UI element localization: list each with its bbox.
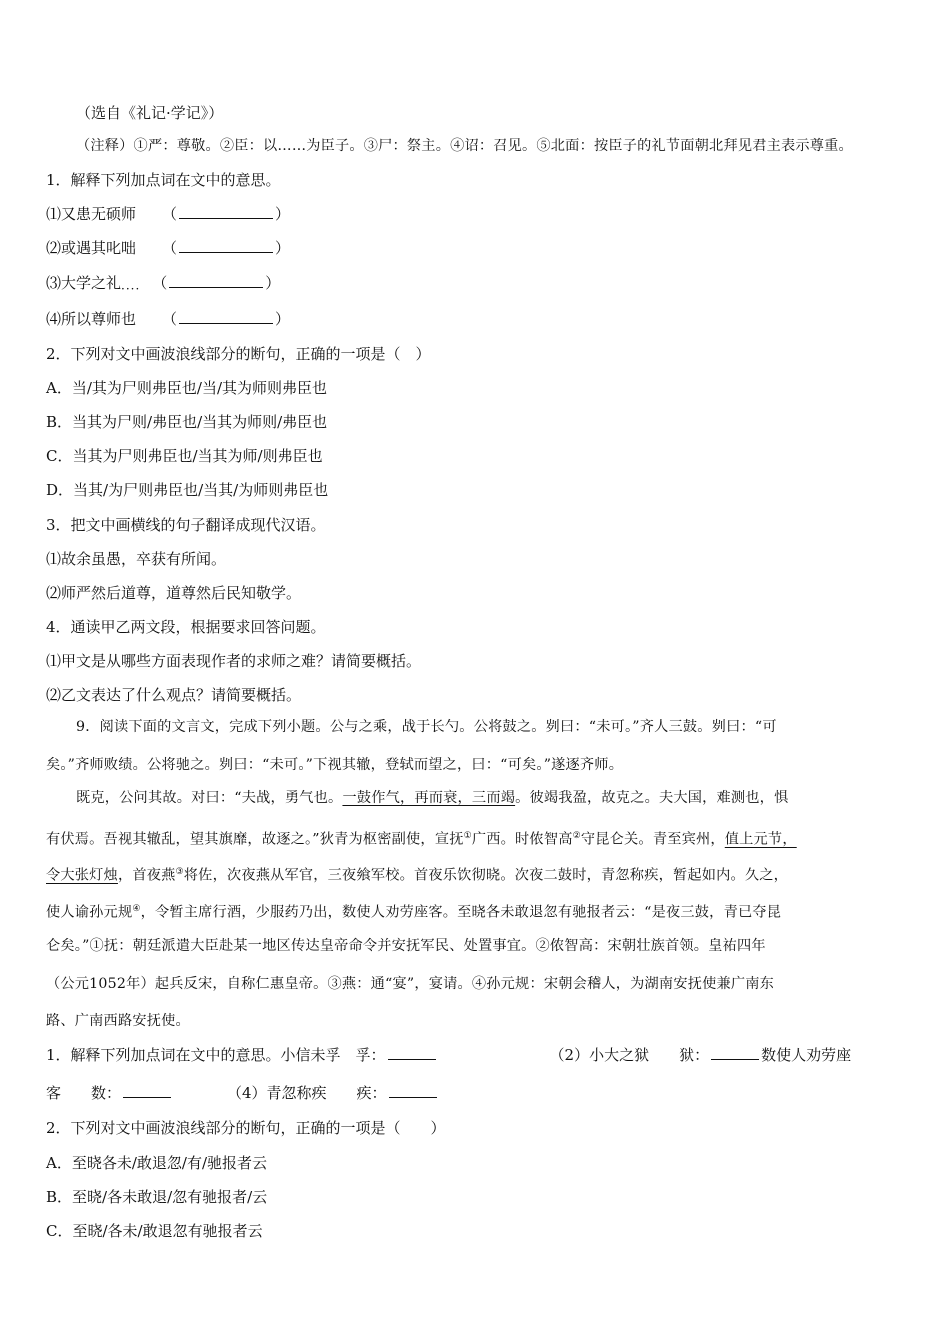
q9-2-stem: 2．下列对文中画波浪线部分的断句，正确的一项是（ ） (46, 1119, 446, 1137)
q4-item-1: ⑴甲文是从哪些方面表现作者的求师之难？请简要概括。 (46, 652, 422, 670)
q9-2-option-a[interactable]: A．至晓各未/敢退忽/有/驰报者云 (46, 1154, 267, 1172)
q2-option-d[interactable]: D．当其/为尸则弗臣也/当其/为师则弗臣也 (46, 481, 329, 499)
answer-blank[interactable] (179, 309, 273, 324)
passage9-line5: 令大张灯烛，首夜燕③将佐，次夜燕从军官，三夜飨军校。首夜乐饮彻晓。次夜二鼓时，青忽称疾，暂起如内。久之， (46, 867, 789, 884)
underlined-sentence: 令大张灯烛 (46, 867, 118, 884)
answer-blank[interactable] (388, 1045, 436, 1060)
answer-blank[interactable] (123, 1083, 171, 1098)
q9-2-option-b[interactable]: B．至晓/各未敢退/忽有驰报者/云 (46, 1188, 268, 1206)
emphasis-dots: ···· (121, 282, 141, 296)
q9-1-line1: 1．解释下列加点词在文中的意思。小信未孚 孚： （2）小大之狱 狱： 数使人劝劳座 (46, 1046, 852, 1064)
q3-item-1: ⑴故余虽愚，卒获有所闻。 (46, 550, 227, 568)
q1-item-2: ⑵或遇其叱咄 （ ） (46, 239, 291, 257)
passage9-line6: 使人谕孙元规④，令暂主席行酒，少服药乃出，数使人劝劳座客。至晓各未敢退忽有驰报者云：“是夜三鼓，青已夺昆 (46, 904, 782, 921)
answer-blank[interactable] (179, 204, 273, 219)
answer-blank[interactable] (169, 273, 263, 288)
passage9-line3: 既克，公问其故。对曰：“夫战，勇气也。一鼓作气，再而衰，三而竭。彼竭我盈，故克之。夫大国，难测也，惧 (76, 790, 789, 806)
annotation-line: （注释）①严：尊敬。②臣：以……为臣子。③尸：祭主。④诏：召见。⑤北面：按臣子的礼节面朝北拜见君主表示尊重。 (76, 138, 853, 154)
q3-stem: 3．把文中画横线的句子翻译成现代汉语。 (46, 516, 326, 534)
passage9-line2: 矣。”齐师败绩。公将驰之。刿曰：“未可。”下视其辙，登轼而望之，曰：“可矣。”遂逐齐师。 (46, 757, 624, 773)
answer-blank[interactable] (711, 1045, 759, 1060)
q3-item-2: ⑵师严然后道尊，道尊然后民知敬学。 (46, 584, 302, 602)
underlined-sentence: 一鼓作气，再而衰，三而竭 (342, 790, 516, 806)
q4-stem: 4．通读甲乙两文段，根据要求回答问题。 (46, 618, 326, 636)
source-line: （选自《礼记·学记》） (76, 104, 224, 122)
q4-item-2: ⑵乙文表达了什么观点？请简要概括。 (46, 686, 302, 704)
q1-item-1: ⑴又患无硕师 （ ） (46, 205, 291, 223)
q1-item-3: ⑶大学之礼$_{\cdot\cdot\cdot\cdot}$ （ ） (46, 274, 281, 296)
q2-option-b[interactable]: B．当其为尸则/弗臣也/当其为师则/弗臣也 (46, 413, 328, 431)
passage9-line1: 9．阅读下面的文言文，完成下列小题。公与之乘，战于长勺。公将鼓之。刿曰：“未可。”齐人三鼓。刿曰：“可 (76, 719, 777, 735)
q2-stem: 2．下列对文中画波浪线部分的断句，正确的一项是（ ） (46, 345, 431, 363)
answer-blank[interactable] (389, 1083, 437, 1098)
q9-2-option-c[interactable]: C．至晓/各未/敢退忽有驰报者云 (46, 1222, 263, 1240)
underlined-sentence: 值上元节， (724, 831, 797, 848)
passage9-line7: 仑矣。”①抚：朝廷派遣大臣赴某一地区传达皇帝命令并安抚军民、处置事宜。②侬智高：宋朝壮族首领。皇祐四年 (46, 938, 766, 954)
q2-option-c[interactable]: C．当其为尸则弗臣也/当其为师/则弗臣也 (46, 447, 323, 465)
q1-stem: 1．解释下列加点词在文中的意思。 (46, 171, 281, 189)
passage9-line9: 路、广南西路安抚使。 (46, 1013, 190, 1029)
answer-blank[interactable] (179, 238, 273, 253)
passage9-line4: 有伏焉。吾视其辙乱，望其旗靡，故逐之。”狄青为枢密副使，宣抚①广西。时侬智高②守昆仑关。青至宾州，值上元节， (46, 831, 797, 848)
q2-option-a[interactable]: A．当/其为尸则弗臣也/当/其为师则弗臣也 (46, 379, 327, 397)
passage9-line8: （公元1052年）起兵反宋，自称仁惠皇帝。③燕：通“宴”，宴请。④孙元规：宋朝会稽人，为湖南安抚使兼广南东 (46, 976, 775, 992)
q1-item-4: ⑷所以尊师也 （ ） (46, 310, 291, 328)
q9-1-line2: 客 数： （4）青忽称疾 疾： (46, 1083, 910, 1103)
